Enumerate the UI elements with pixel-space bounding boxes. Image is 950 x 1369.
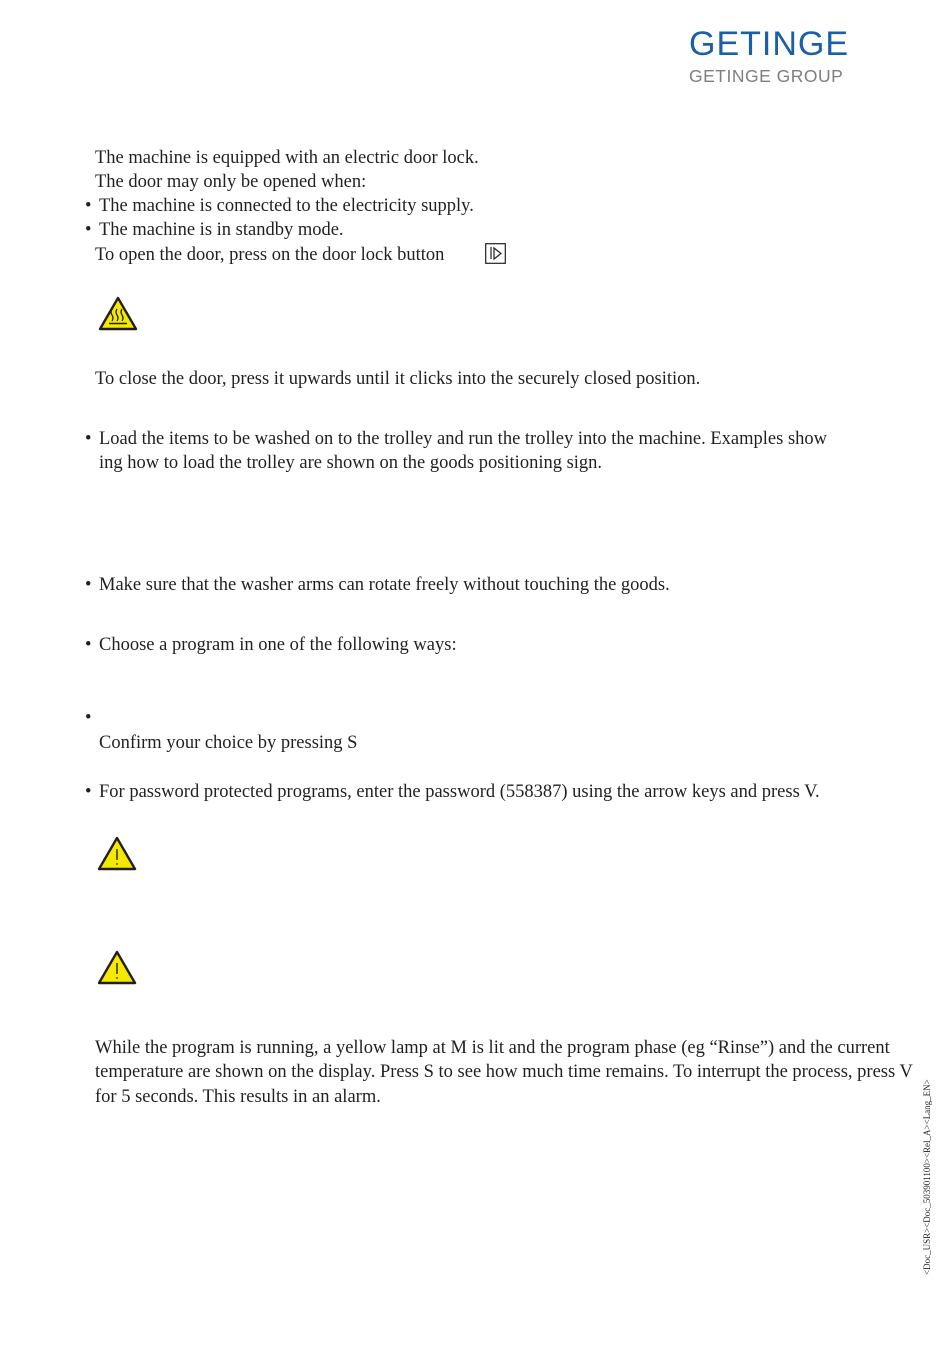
door-open-condition: The door may only be opened when: <box>95 172 367 192</box>
load-trolley-text-continued: ing how to load the trolley are shown on the goods positioning sign. <box>99 453 603 473</box>
general-warning-icon <box>97 836 137 871</box>
door-condition-power: The machine is connected to the electricity supply. <box>99 196 474 216</box>
document-code: <Doc_USR><Doc_503901100><Rel_A><Lang_EN> <box>922 1079 932 1275</box>
door-condition-standby: The machine is in standby mode. <box>99 220 344 240</box>
door-lock-button-icon <box>485 243 506 264</box>
door-close-instruction: To close the door, press it upwards until it clicks into the securely closed position. <box>95 369 701 389</box>
bullet-marker: • <box>85 575 92 595</box>
door-lock-intro: The machine is equipped with an electric door lock. <box>95 148 479 168</box>
bullet-marker: • <box>85 708 92 728</box>
program-running-paragraph: While the program is running, a yellow lamp at M is lit and the program phase (eg “Rinse”) and the current temperature are shown on the display. Press S to see how much time remains. To interrupt the process, press V for 5 seconds. This results in an alarm. <box>95 1038 913 1107</box>
choose-program-text: Choose a program in one of the following ways: <box>99 635 457 655</box>
bullet-marker: • <box>85 782 92 802</box>
logo-group-name: GETINGE GROUP <box>689 66 844 86</box>
password-instruction: For password protected programs, enter the password (558387) using the arrow keys and press V. <box>99 782 820 802</box>
confirm-choice-text: Confirm your choice by pressing S <box>99 733 358 753</box>
load-trolley-text: Load the items to be washed on to the trolley and run the trolley into the machine. Examples show <box>99 429 828 449</box>
bullet-marker: • <box>85 429 92 449</box>
door-open-instruction: To open the door, press on the door lock button <box>95 245 445 265</box>
bullet-marker: • <box>85 635 92 655</box>
bullet-marker: • <box>85 196 92 216</box>
general-warning-icon <box>97 950 137 985</box>
bullet-marker: • <box>85 220 92 240</box>
washer-arms-check: Make sure that the washer arms can rotate freely without touching the goods. <box>99 575 670 595</box>
hot-surface-warning-icon <box>98 296 138 331</box>
getinge-logo <box>689 26 859 86</box>
logo-wordmark: GETINGE <box>689 25 850 63</box>
